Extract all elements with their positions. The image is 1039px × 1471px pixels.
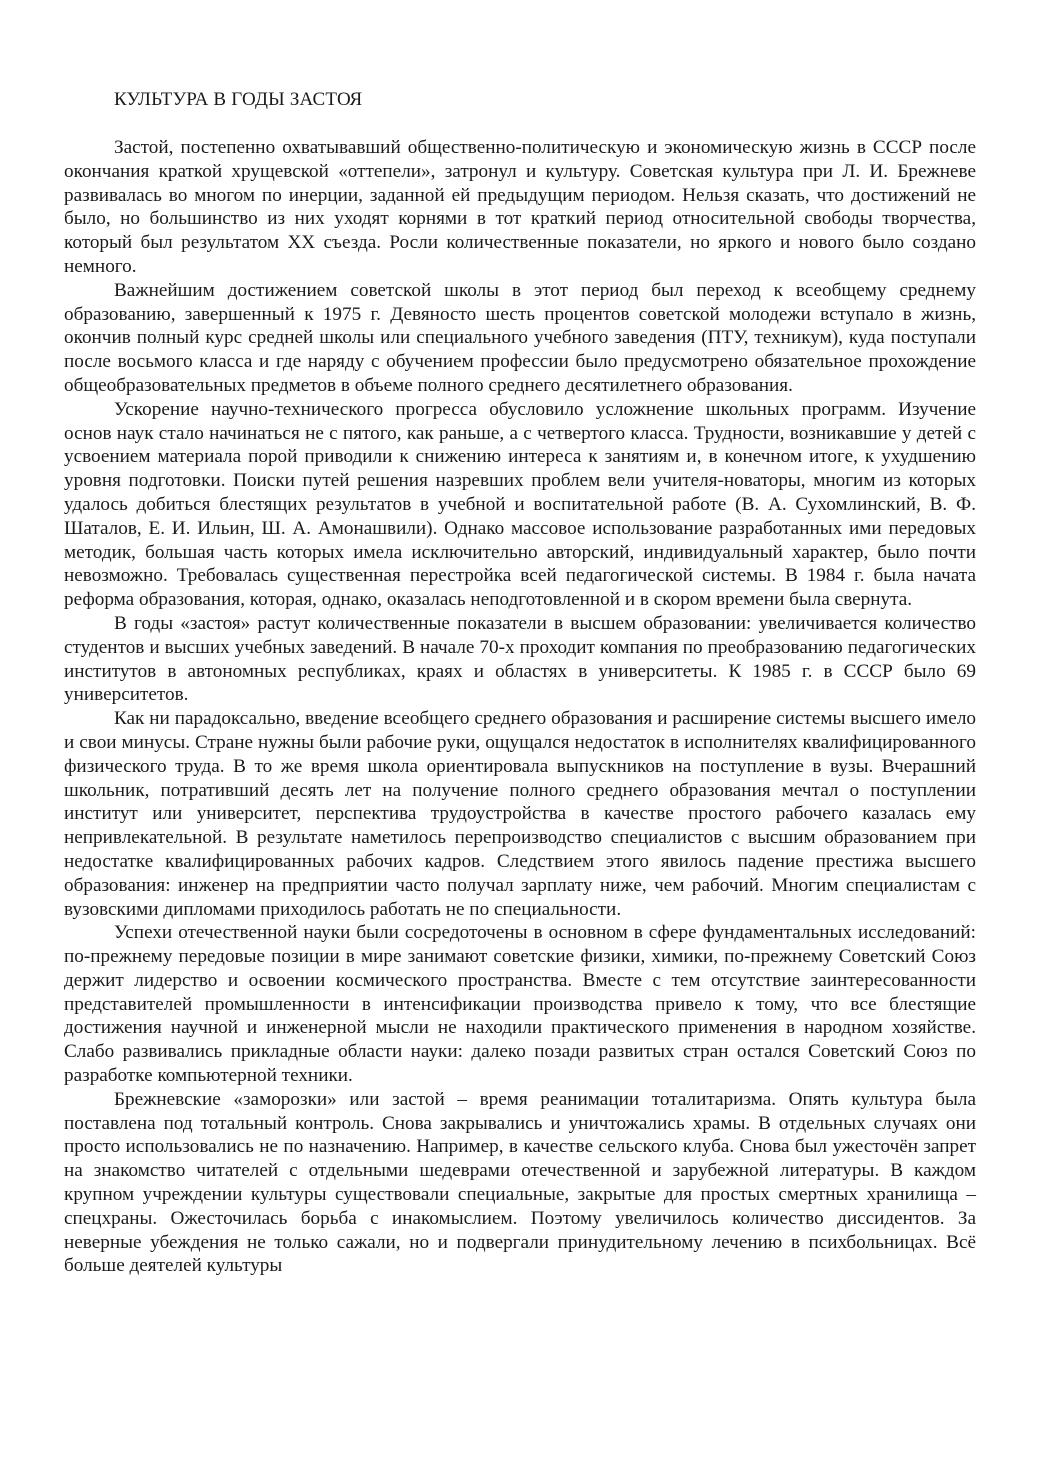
paragraph-3: Ускорение научно-технического прогресса обусловило усложнение школьных программ. Изучение основ наук стало начинаться не с пятого, как раньше, а с четвертого класса. Трудности, возникавшие у детей с усвоением материала порой приводили к снижению интереса к занятиям и, в конечном итоге, к ухудшению уровня подготовки. Поиски путей решения назревших проблем вели учителя-новаторы, многим из которых удалось добиться блестящих результатов в учебной и воспитательной работе (В. А. Сухомлинский, В. Ф. Шаталов, Е. И. Ильин, Ш. А. Амонашвили). Однако массовое использование разработанных ими передовых методик, большая часть которых имела исключительно авторский, индивидуальный характер, было почти невозможно. Требовалась существенная перестройка всей педагогической системы. В 1984 г. была начата реформа образования, которая, однако, оказалась неподготовленной и в скором времени была свернута. — [64, 398, 976, 611]
paragraph-6: Успехи отечественной науки были сосредоточены в основном в сфере фундаментальных исследований: по-прежнему передовые позиции в мире занимают советские физики, химики, по-прежнему Советский Союз держит лидерство и освоении космического пространства. Вместе с тем отсутствие заинтересованности представителей промышленности в интенсификации производства привело к тому, что все блестящие достижения научной и инженерной мысли не находили практического применения в народном хозяйстве. Слабо развивались прикладные области науки: далеко позади развитых стран остался Советский Союз по разработке компьютерной техники. — [64, 922, 976, 1087]
paragraph-5: Как ни парадоксально, введение всеобщего среднего образования и расширение системы высшего имело и свои минусы. Стране нужны были рабочие руки, ощущался недостаток в исполнителях квалифицированного физического труда. В то же время школа ориентировала выпускников на поступление в вузы. Вчерашний школьник, потративший десять лет на получение полного среднего образования мечтал о поступлении институт или университет, перспектива трудоустройства в качестве простого рабочего казалась ему непривлекательной. В результате наметилось перепроизводство специалистов с высшим образованием при недостатке квалифицированных рабочих кадров. Следствием этого явилось падение престижа высшего образования: инженер на предприятии часто получал зарплату ниже, чем рабочий. Многим специалистам с вузовскими дипломами приходилось работать не по специальности. — [64, 708, 976, 920]
paragraph-7: Брежневские «заморозки» или застой – время реанимации тоталитаризма. Опять культура была поставлена под тотальный контроль. Снова закрывались и уничтожались храмы. В отдельных случаях они просто использовались не по назначению. Например, в качестве сельского клуба. Снова был ужесточён запрет на знакомство читателей с отдельными шедеврами отечественной и зарубежной литературы. В каждом крупном учреждении культуры существовали специальные, закрытые для простых смертных хранилища – спецхраны. Ожесточилась борьба с инакомыслием. Поэтому увеличилось количество диссидентов. За неверные убеждения не только сажали, но и подвергали принудительному лечению в психбольницах. Всё больше деятелей культуры — [64, 1088, 976, 1277]
document-title: КУЛЬТУРА В ГОДЫ ЗАСТОЯ — [114, 89, 363, 110]
paragraph-4: В годы «застоя» растут количественные показатели в высшем образовании: увеличивается количество студентов и высших учебных заведений. В начале 70-х проходит компания по преобразованию педагогических институтов в автономных республиках, краях и областях в университеты. К 1985 г. в СССР было 69 университетов. — [64, 612, 976, 706]
paragraph-2: Важнейшим достижением советской школы в этот период был переход к всеобщему среднему образованию, завершенный к 1975 г. Девяносто шесть процентов советской молодежи вступало в жизнь, окончив полный курс средней школы или специального учебного заведения (ПТУ, техникум), куда поступали после восьмого класса и где наряду с обучением профессии было предусмотрено обязательное прохождение общеобразовательных предметов в объеме полного среднего десятилетнего образования. — [64, 279, 976, 396]
document-body — [64, 88, 976, 1278]
paragraph-1: Застой, постепенно охватывавший общественно-политическую и экономическую жизнь в СССР после окончания краткой хрущевской «оттепели», затронул и культуру. Советская культура при Л. И. Брежневе развивалась во многом по инерции, заданной ей предыдущим периодом. Нельзя сказать, что достижений не было, но большинство из них уходят корнями в тот краткий период относительной свободы творчества, который был результатом XX съезда. Росли количественные показатели, но яркого и нового было создано немного. — [64, 137, 976, 277]
